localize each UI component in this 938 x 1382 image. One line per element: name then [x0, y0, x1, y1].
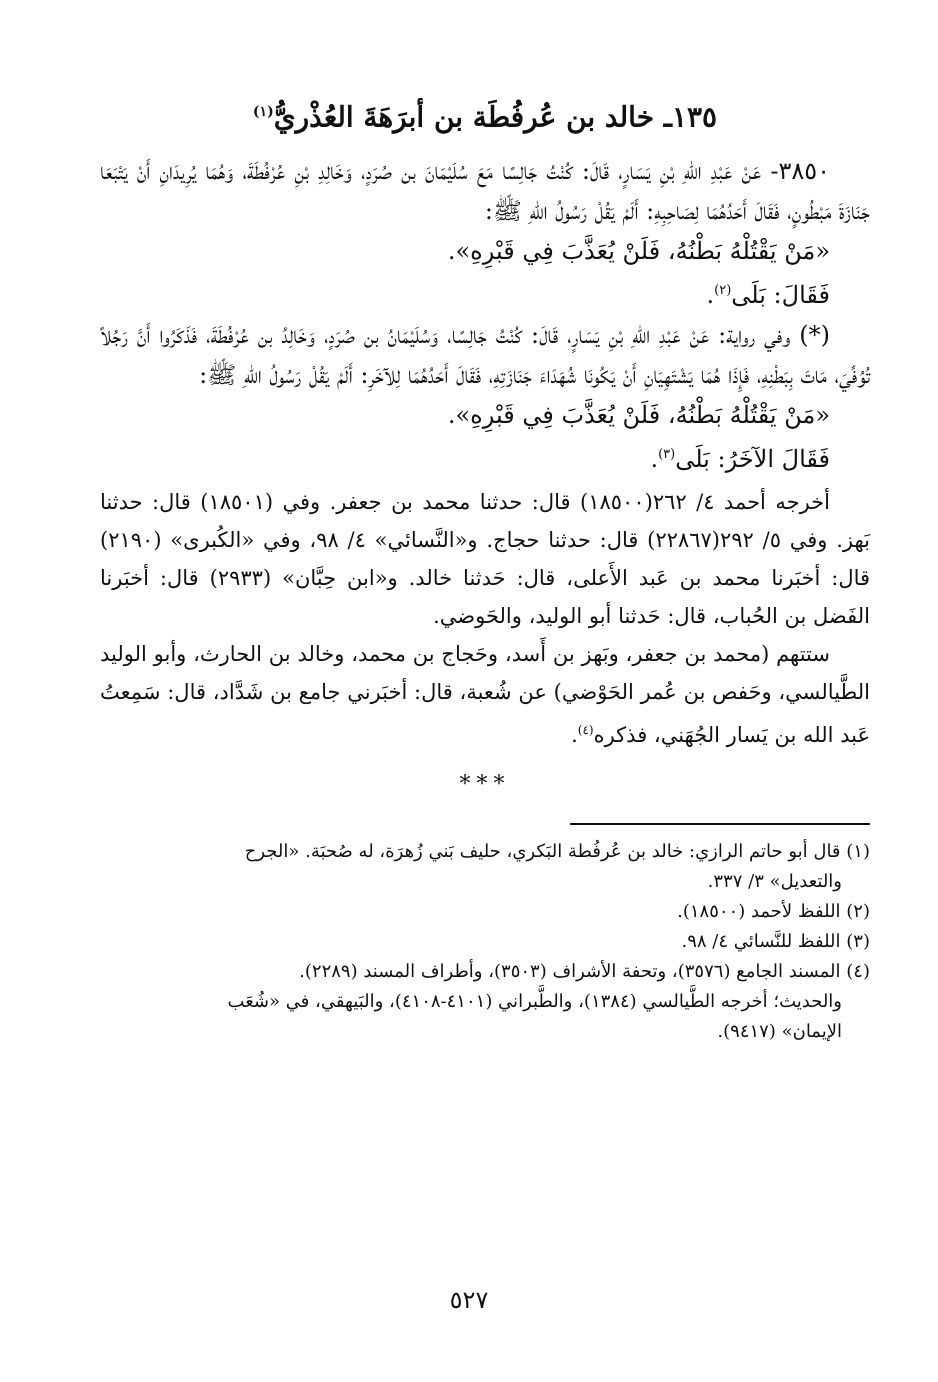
footnote-item: (١) قال أبو حاتم الرازي: خالد بن عُرفُطة البَكري، حليف بَني زُهرَة، له صُحبَة. «الجرح — [244, 841, 870, 863]
hadith-reply: فَقَالَ الآخَرُ: بَلَى$^{(٣)}$. — [650, 445, 830, 474]
footnotes — [100, 837, 870, 1047]
footnote-item-continued: والحديث؛ أخرجه الطَّيالسي (١٣٨٤)، والطَّبراني (٤١٠١-٤١٠٨)، والبَيهقي، في «شُعَب — [227, 991, 842, 1013]
hadith-reply: فَقَالَ: بَلَى$^{(٢)}$. — [706, 281, 830, 310]
source-text — [100, 483, 870, 754]
footnote-divider — [570, 823, 870, 825]
chapter-heading — [100, 90, 870, 139]
hadith-paragraph: ٣٨٥٠- عَنْ عَبْدِ اللهِ بْنِ يَسَارٍ، قَالَ: كُنْتُ جَالِسًا مَعَ سُلَيْمَانَ بن صُرَدٍ، وَخَالِدِ بْنِ عُرْفُطَةَ، وَهُمَا يُرِيدَانِ أَنْ يَتْبَعَا جَنَازَةَ مَبْطُونٍ، فَقَالَ أَحَدُهُمَا لِصَاحِبِهِ: أَلَمْ يَقُلْ رَسُولُ اللهِ ﷺ: — [100, 157, 870, 226]
footnote-marker: (٤) — [577, 723, 594, 738]
page-content — [100, 90, 870, 1047]
footnote-item: (٣) اللفظ للنَّسائي ٤/ ٩٨. — [681, 931, 870, 953]
hadith-quote: «مَنْ يَقْتُلْهُ بَطْنُهُ، فَلَنْ يُعَذَّبَ فِي قَبْرِهِ». — [447, 237, 830, 266]
hadith-variant-paragraph: (*) وفي رواية: عَنْ عَبْدِ اللهِ بْنِ يَسَارٍ، قَالَ: كُنْتُ جَالِسًا، وَسُلَيْمَانُ بن صُرَدٍ، وَخَالِدُ بن عُرْفُطَةَ، فَذَكَرُوا أَنَّ رَجُلاً تُوُفِّيَ، مَاتَ بِبَطْنِهِ، فَإِذَا هُمَا يَشْتَهِيَانِ أَنْ يَكُونَا شُهَدَاءَ جَنَازَتِهِ، فَقَالَ أَحَدُهُمَا لِلآخَرِ: أَلَمْ يَقُلْ رَسُولُ اللهِ ﷺ: — [100, 321, 870, 390]
footnote-item-continued: الإيمان» (٩٤١٧). — [717, 1021, 842, 1043]
footnote-item: (٢) اللفظ لأحمد (١٨٥٠٠). — [677, 901, 870, 923]
source-paragraph: أخرجه أحمد ٤/ ٢٦٢(١٨٥٠٠) قال: حدثنا محمد بن جعفر. وفي (١٨٥٠١) قال: حدثنا بَهز. وفي ٥/ ٢٩٢(٢٢٨٦٧) قال: حدثنا حجاج. و«النَّسائي» ٤/ ٩٨، وفي «الكُبرى» (٢١٩٠) قال: أخبَرنا محمد بن عَبد الأَعلى، قال: حَدثنا خالد. و«ابن حِبَّان» (٢٩٣٣) قال: أخبَرنا الفَضل بن الحُباب، قال: حَدثنا أبو الوليد، والحَوضي. — [100, 490, 871, 629]
chapter-number: ١٣٥ـ — [663, 100, 718, 134]
footnote-marker: (٢) — [714, 283, 732, 299]
hadith-text — [100, 151, 870, 479]
footnote-marker: (٣) — [658, 447, 676, 463]
chapter-name: خالد بن عُرفُطَة بن أبرَهَةَ العُذْريُّ — [273, 100, 654, 134]
footnote-item: (٤) المسند الجامع (٣٥٧٦)، وتحفة الأشراف (٣٥٠٣)، وأطراف المسند (٢٢٨٩). — [299, 961, 870, 983]
section-separator: *** — [459, 772, 511, 798]
footnote-marker: (١) — [252, 104, 274, 120]
hadith-quote: «مَنْ يَقْتُلْهُ بَطْنُهُ، فَلَنْ يُعَذَّبَ فِي قَبْرِهِ». — [447, 401, 830, 430]
source-paragraph: ستتهم (محمد بن جعفر، وبَهز بن أَسد، وحَجاج بن محمد، وخالد بن الحارث، وأبو الوليد الطَّيالسي، وحَفص بن عُمر الحَوْضي) عن شُعبة، قال: أخبَرني جامع بن شَدَّاد، قال: سَمِعتُ عَبد الله بن يَسار الجُهَني، فذكره$^{(٤)}$. — [100, 642, 870, 748]
page-number: ٥٢٧ — [449, 1286, 489, 1314]
footnote-item-continued: والتعديل» ٣/ ٣٣٧. — [707, 871, 842, 893]
